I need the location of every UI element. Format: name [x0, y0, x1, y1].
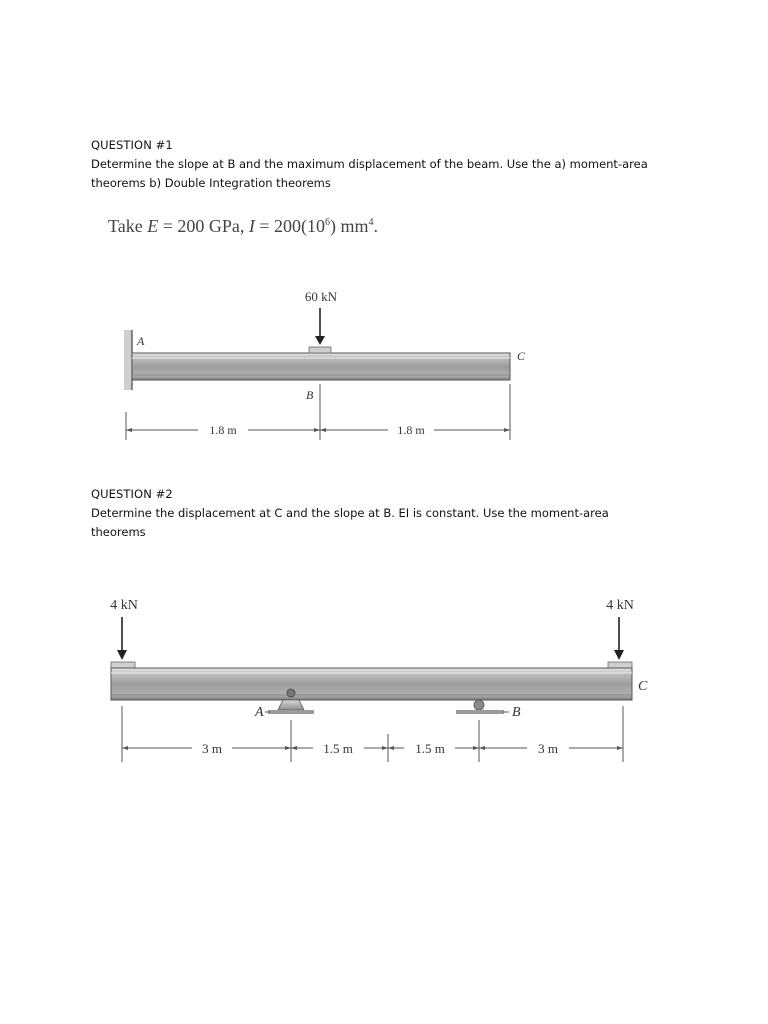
dimension-line: [126, 384, 510, 440]
dimension-1-5m-left: 1.5 m: [323, 741, 353, 756]
bearing-plate: [309, 347, 331, 353]
i-unit-exponent: 4: [368, 217, 374, 228]
load-4kn-left-label: 4 kN: [110, 598, 138, 613]
i-unit: ) mm: [330, 216, 369, 236]
dimension-1-5m-right: 1.5 m: [415, 741, 445, 756]
given-suffix: .: [373, 216, 379, 236]
load-4kn-right-label: 4 kN: [606, 598, 634, 613]
bearing-plate-right: [608, 662, 632, 668]
beam: [132, 353, 510, 380]
load-arrow-right-icon: [614, 617, 624, 660]
dimension-1-8m-left: 1.8 m: [209, 423, 237, 437]
label-b: B: [512, 705, 521, 720]
label-c: C: [517, 349, 526, 363]
dimension-1-8m-right: 1.8 m: [397, 423, 425, 437]
load-arrow-left-icon: [117, 617, 127, 660]
fixed-support-wall: [124, 330, 132, 390]
label-c: C: [638, 679, 648, 694]
dimension-3m-left: 3 m: [202, 741, 222, 756]
beam-figure-2: [0, 580, 768, 780]
beam-figure-1: [0, 280, 768, 450]
question-1-text: Determine the slope at B and the maximum displacement of the beam. Use the a) moment-area theorems b) Double Integration theorems: [91, 157, 648, 190]
given-values: Take E = 200 GPa, $I = 200(10^6)$ $mm^4$.: [108, 216, 379, 236]
bearing-plate-left: [111, 662, 135, 668]
dimension-3m-right: 3 m: [538, 741, 558, 756]
question-2-text: Determine the displacement at C and the slope at B. EI is constant. Use the moment-area theorems: [91, 506, 609, 539]
load-arrow-icon: [315, 308, 325, 345]
label-b: B: [306, 388, 314, 402]
e-value: 200 GPa,: [177, 216, 245, 236]
i-value: 200(10: [274, 216, 326, 236]
e-symbol: E: [147, 216, 159, 236]
question-1-heading: QUESTION #1: [91, 138, 173, 152]
i-exponent: 6: [325, 217, 331, 228]
i-symbol: I: [248, 216, 255, 236]
given-prefix: Take: [108, 216, 143, 236]
label-a: A: [137, 334, 145, 348]
roller-support-b-icon: [456, 700, 504, 714]
load-60kn-label: 60 kN: [304, 289, 338, 304]
question-2-heading: QUESTION #2: [91, 487, 173, 501]
label-a: A: [255, 705, 264, 720]
